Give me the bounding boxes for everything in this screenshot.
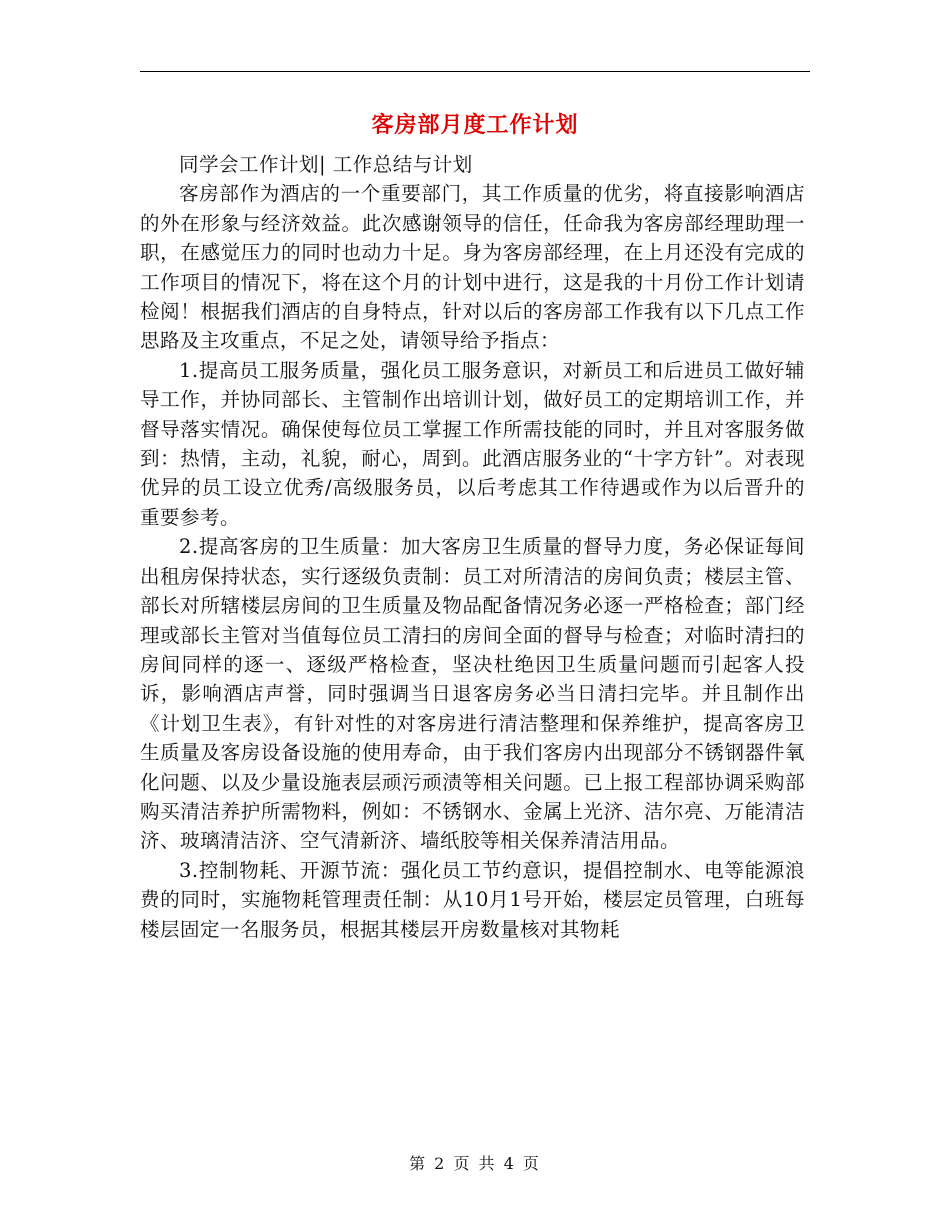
- document-body: [140, 150, 805, 944]
- page-number: 第 2 页 共 4 页: [409, 1154, 541, 1173]
- body-paragraph: 1.提高员工服务质量，强化员工服务意识，对新员工和后进员工做好辅导工作，并协同部长、主管制作出培训计划，做好员工的定期培训工作，并督导落实情况。确保使每位员工掌握工作所需技能的同时，并且对客服务做到：热情，主动，礼貌，耐心，周到。此酒店服务业的“十字方针”。对表现优异的员工设立优秀/高级服务员，以后考虑其工作待遇或作为以后晋升的重要参考。: [140, 358, 805, 529]
- document-title: 客房部月度工作计划: [371, 112, 579, 138]
- header-rule: [140, 71, 810, 72]
- body-paragraph: 3.控制物耗、开源节流：强化员工节约意识，提倡控制水、电等能源浪费的同时，实施物耗管理责任制：从10月1号开始，楼层定员管理，白班每楼层固定一名服务员，根据其楼层开房数量核对其物耗: [140, 858, 805, 941]
- subtitle-line: 同学会工作计划| 工作总结与计划: [179, 153, 473, 176]
- body-paragraph: 2.提高客房的卫生质量：加大客房卫生质量的督导力度，务必保证每间出租房保持状态，实行逐级负责制：员工对所清洁的房间负责；楼层主管、部长对所辖楼层房间的卫生质量及物品配备情况务必逐一严格检查；部门经理或部长主管对当值每位员工清扫的房间全面的督导与检查；对临时清扫的房间同样的逐一、逐级严格检查，坚决杜绝因卫生质量问题而引起客人投诉，影响酒店声誉，同时强调当日退客房务必当日清扫完毕。并且制作出《计划卫生表》，有针对性的对客房进行清洁整理和保养维护，提高客房卫生质量及客房设备设施的使用寿命，由于我们客房内出现部分不锈钢器件氧化问题、以及少量设施表层顽污顽渍等相关问题。已上报工程部协调采购部购买清洁养护所需物料，例如：不锈钢水、金属上光济、洁尔亮、万能清洁济、玻璃清洁济、空气清新济、墙纸胶等相关保养清洁用品。: [140, 535, 805, 853]
- body-paragraph: 客房部作为酒店的一个重要部门，其工作质量的优劣，将直接影响酒店的外在形象与经济效益。此次感谢领导的信任，任命我为客房部经理助理一职，在感觉压力的同时也动力十足。身为客房部经理，在上月还没有完成的工作项目的情况下，将在这个月的计划中进行，这是我的十月份工作计划请检阅！根据我们酒店的自身特点，针对以后的客房部工作我有以下几点工作思路及主攻重点，不足之处，请领导给予指点：: [140, 182, 805, 353]
